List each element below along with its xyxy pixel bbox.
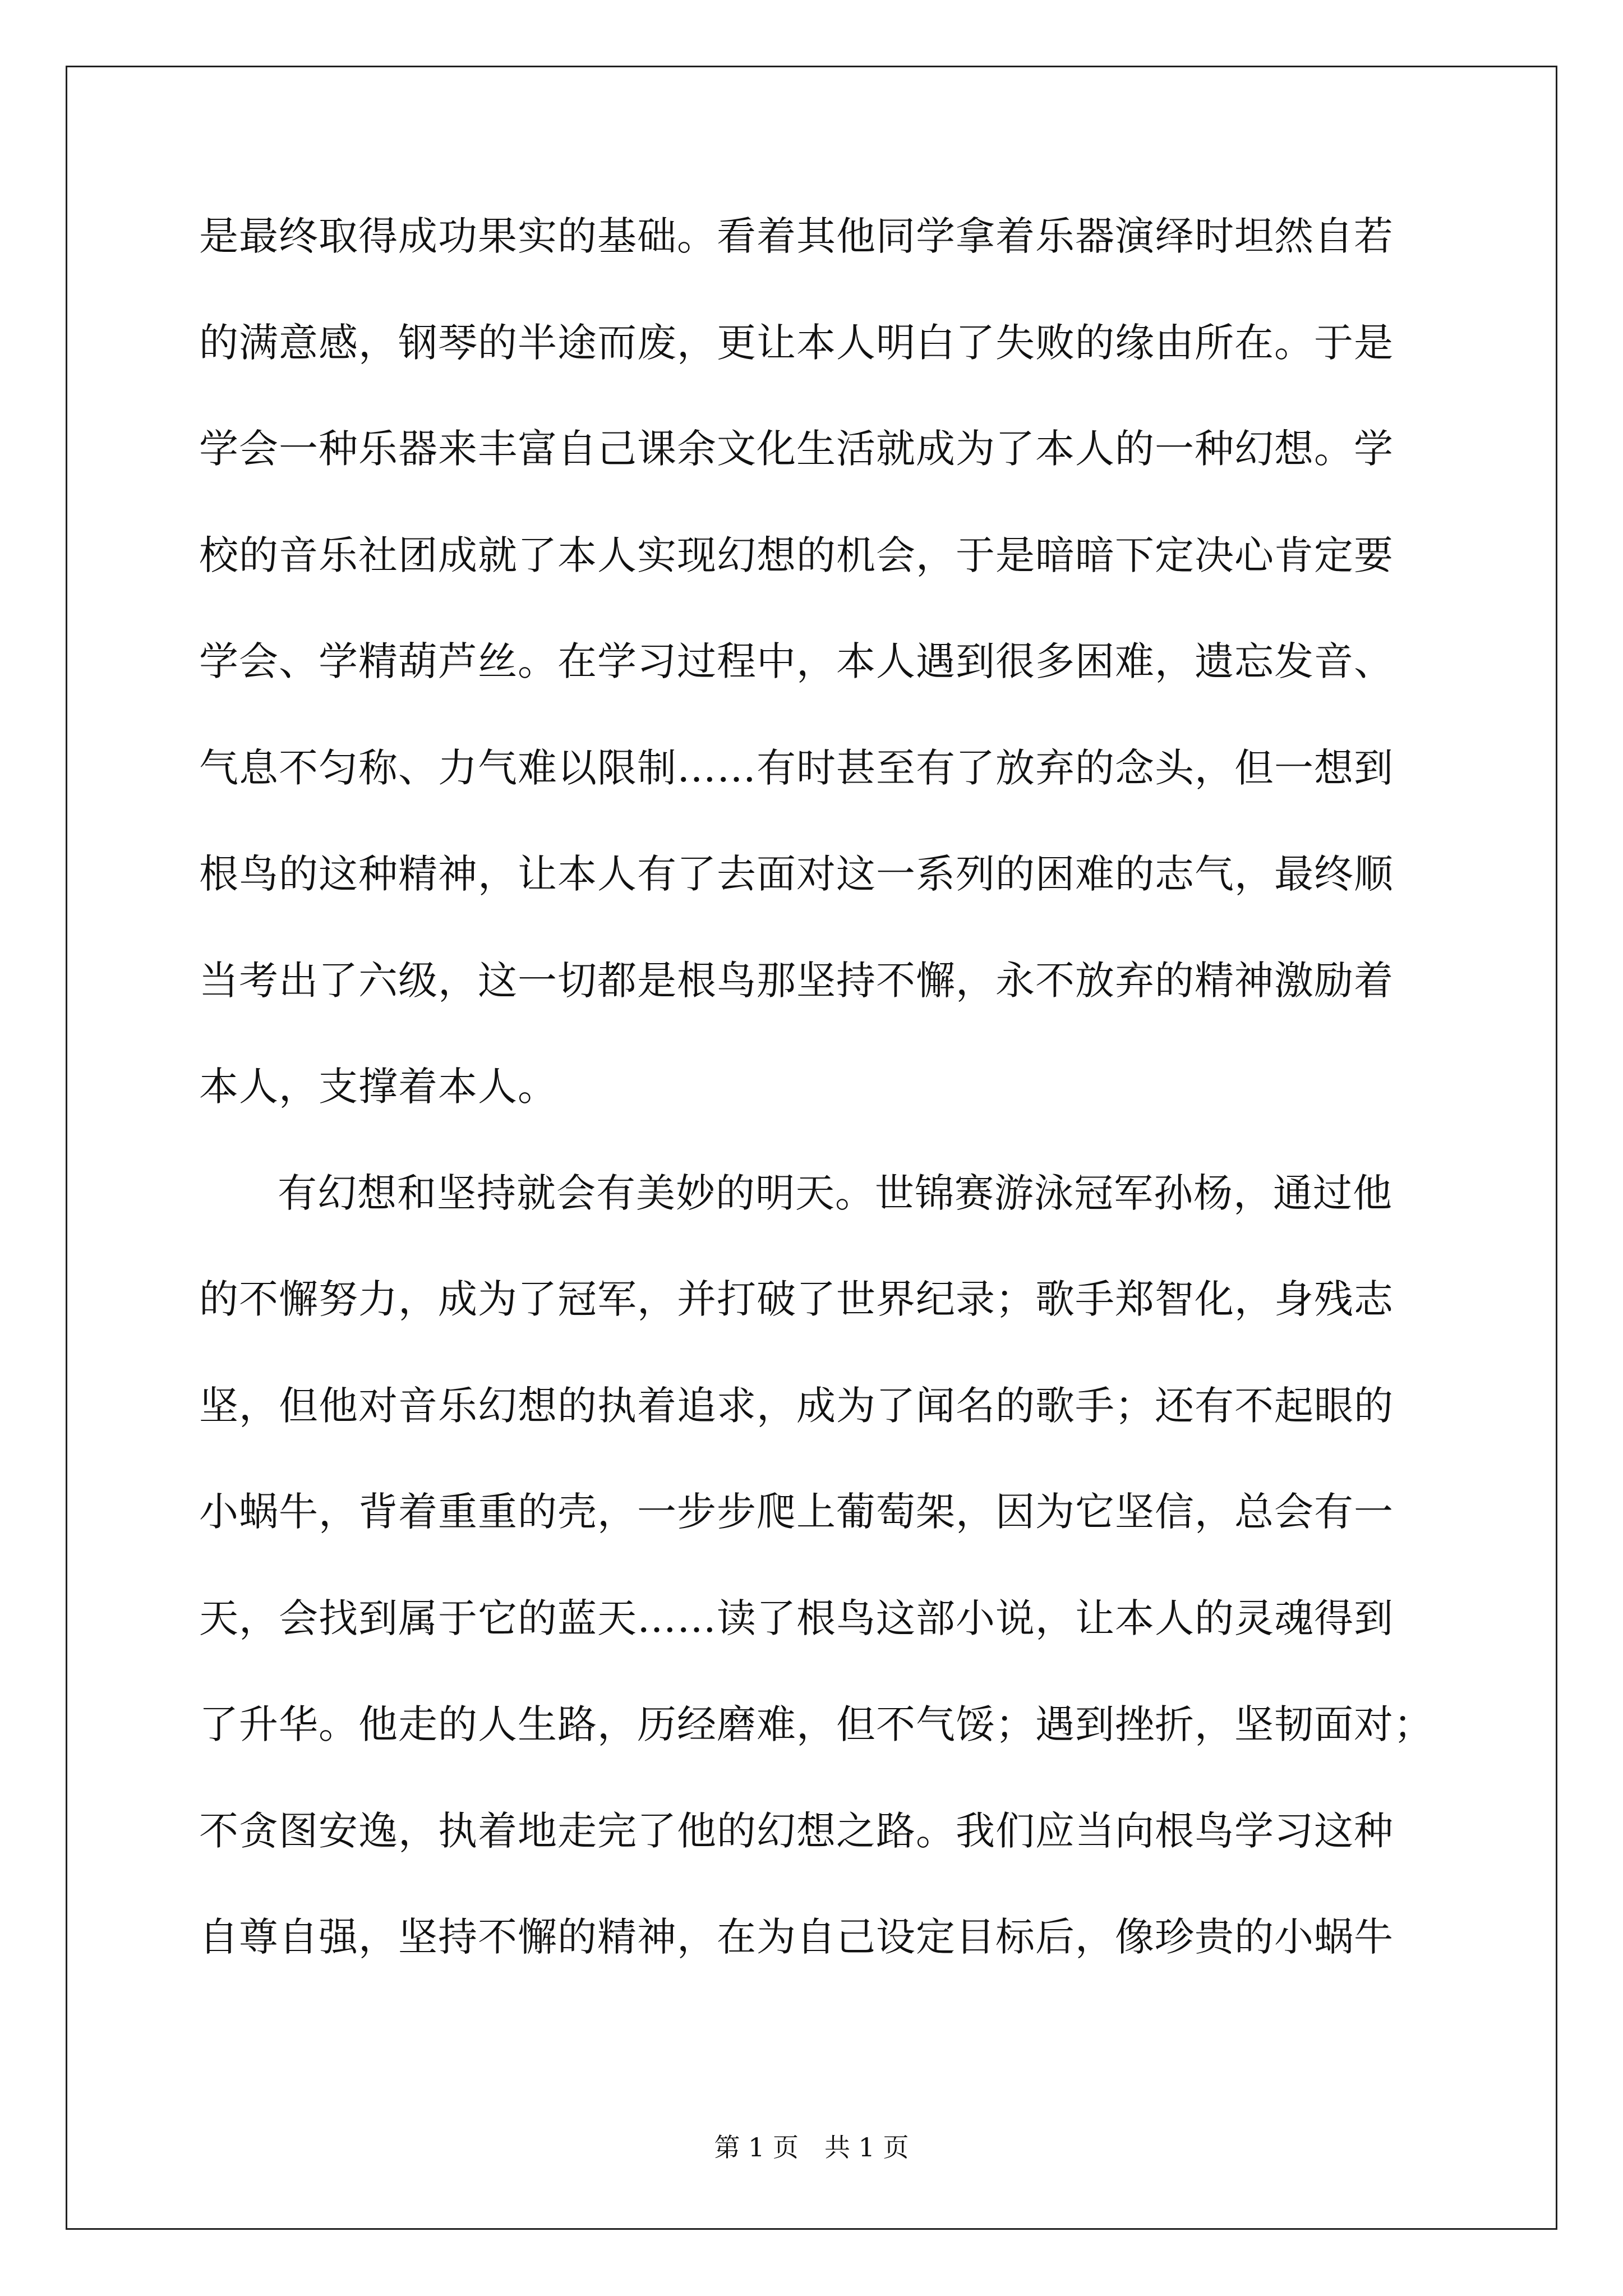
text-line: 校的音乐社团成就了本人实现幻想的机会，于是暗暗下定决心肯定要 bbox=[199, 532, 1394, 578]
document-body bbox=[199, 213, 1433, 2024]
text-line: 自尊自强，坚持不懈的精神，在为自己设定目标后，像珍贵的小蜗牛 bbox=[199, 1914, 1394, 1960]
text-line: 的不懈努力，成为了冠军，并打破了世界纪录；歌手郑智化，身残志 bbox=[199, 1276, 1394, 1322]
text-line: 是最终取得成功果实的基础。看着其他同学拿着乐器演绎时坦然自若 bbox=[199, 213, 1394, 259]
text-line: 不贪图安逸，执着地走完了他的幻想之路。我们应当向根鸟学习这种 bbox=[199, 1807, 1394, 1854]
text-line: 学会、学精葫芦丝。在学习过程中，本人遇到很多困难，遗忘发音、 bbox=[199, 638, 1394, 684]
text-line: 根鸟的这种精神，让本人有了去面对这一系列的困难的志气，最终顺 bbox=[199, 851, 1394, 897]
text-line: 坚，但他对音乐幻想的执着追求，成为了闻名的歌手；还有不起眼的 bbox=[199, 1382, 1394, 1429]
text-line: 的满意感，钢琴的半途而废，更让本人明白了失败的缘由所在。于是 bbox=[199, 319, 1394, 366]
text-line: 气息不匀称、力气难以限制……有时甚至有了放弃的念头，但一想到 bbox=[199, 744, 1394, 791]
text-line: 当考出了六级，这一切都是根鸟那坚持不懈，永不放弃的精神激励着 bbox=[199, 957, 1394, 1004]
text-line: 小蜗牛，背着重重的壳，一步步爬上葡萄架，因为它坚信，总会有一 bbox=[199, 1489, 1394, 1535]
text-line: 了升华。他走的人生路，历经磨难，但不气馁；遇到挫折，坚韧面对； bbox=[199, 1701, 1433, 1747]
text-line: 学会一种乐器来丰富自己课余文化生活就成为了本人的一种幻想。学 bbox=[199, 426, 1394, 472]
page-number-footer: 第 1 页 共 1 页 bbox=[714, 2132, 909, 2162]
text-line: 本人，支撑着本人。 bbox=[199, 1064, 557, 1110]
paragraph-2 bbox=[199, 1170, 1433, 2024]
text-line: 天，会找到属于它的蓝天……读了根鸟这部小说，让本人的灵魂得到 bbox=[199, 1595, 1394, 1641]
paragraph-1 bbox=[199, 213, 1433, 1174]
text-line-indented: 有幻想和坚持就会有美妙的明天。世锦赛游泳冠军孙杨，通过他 bbox=[278, 1170, 1393, 1216]
